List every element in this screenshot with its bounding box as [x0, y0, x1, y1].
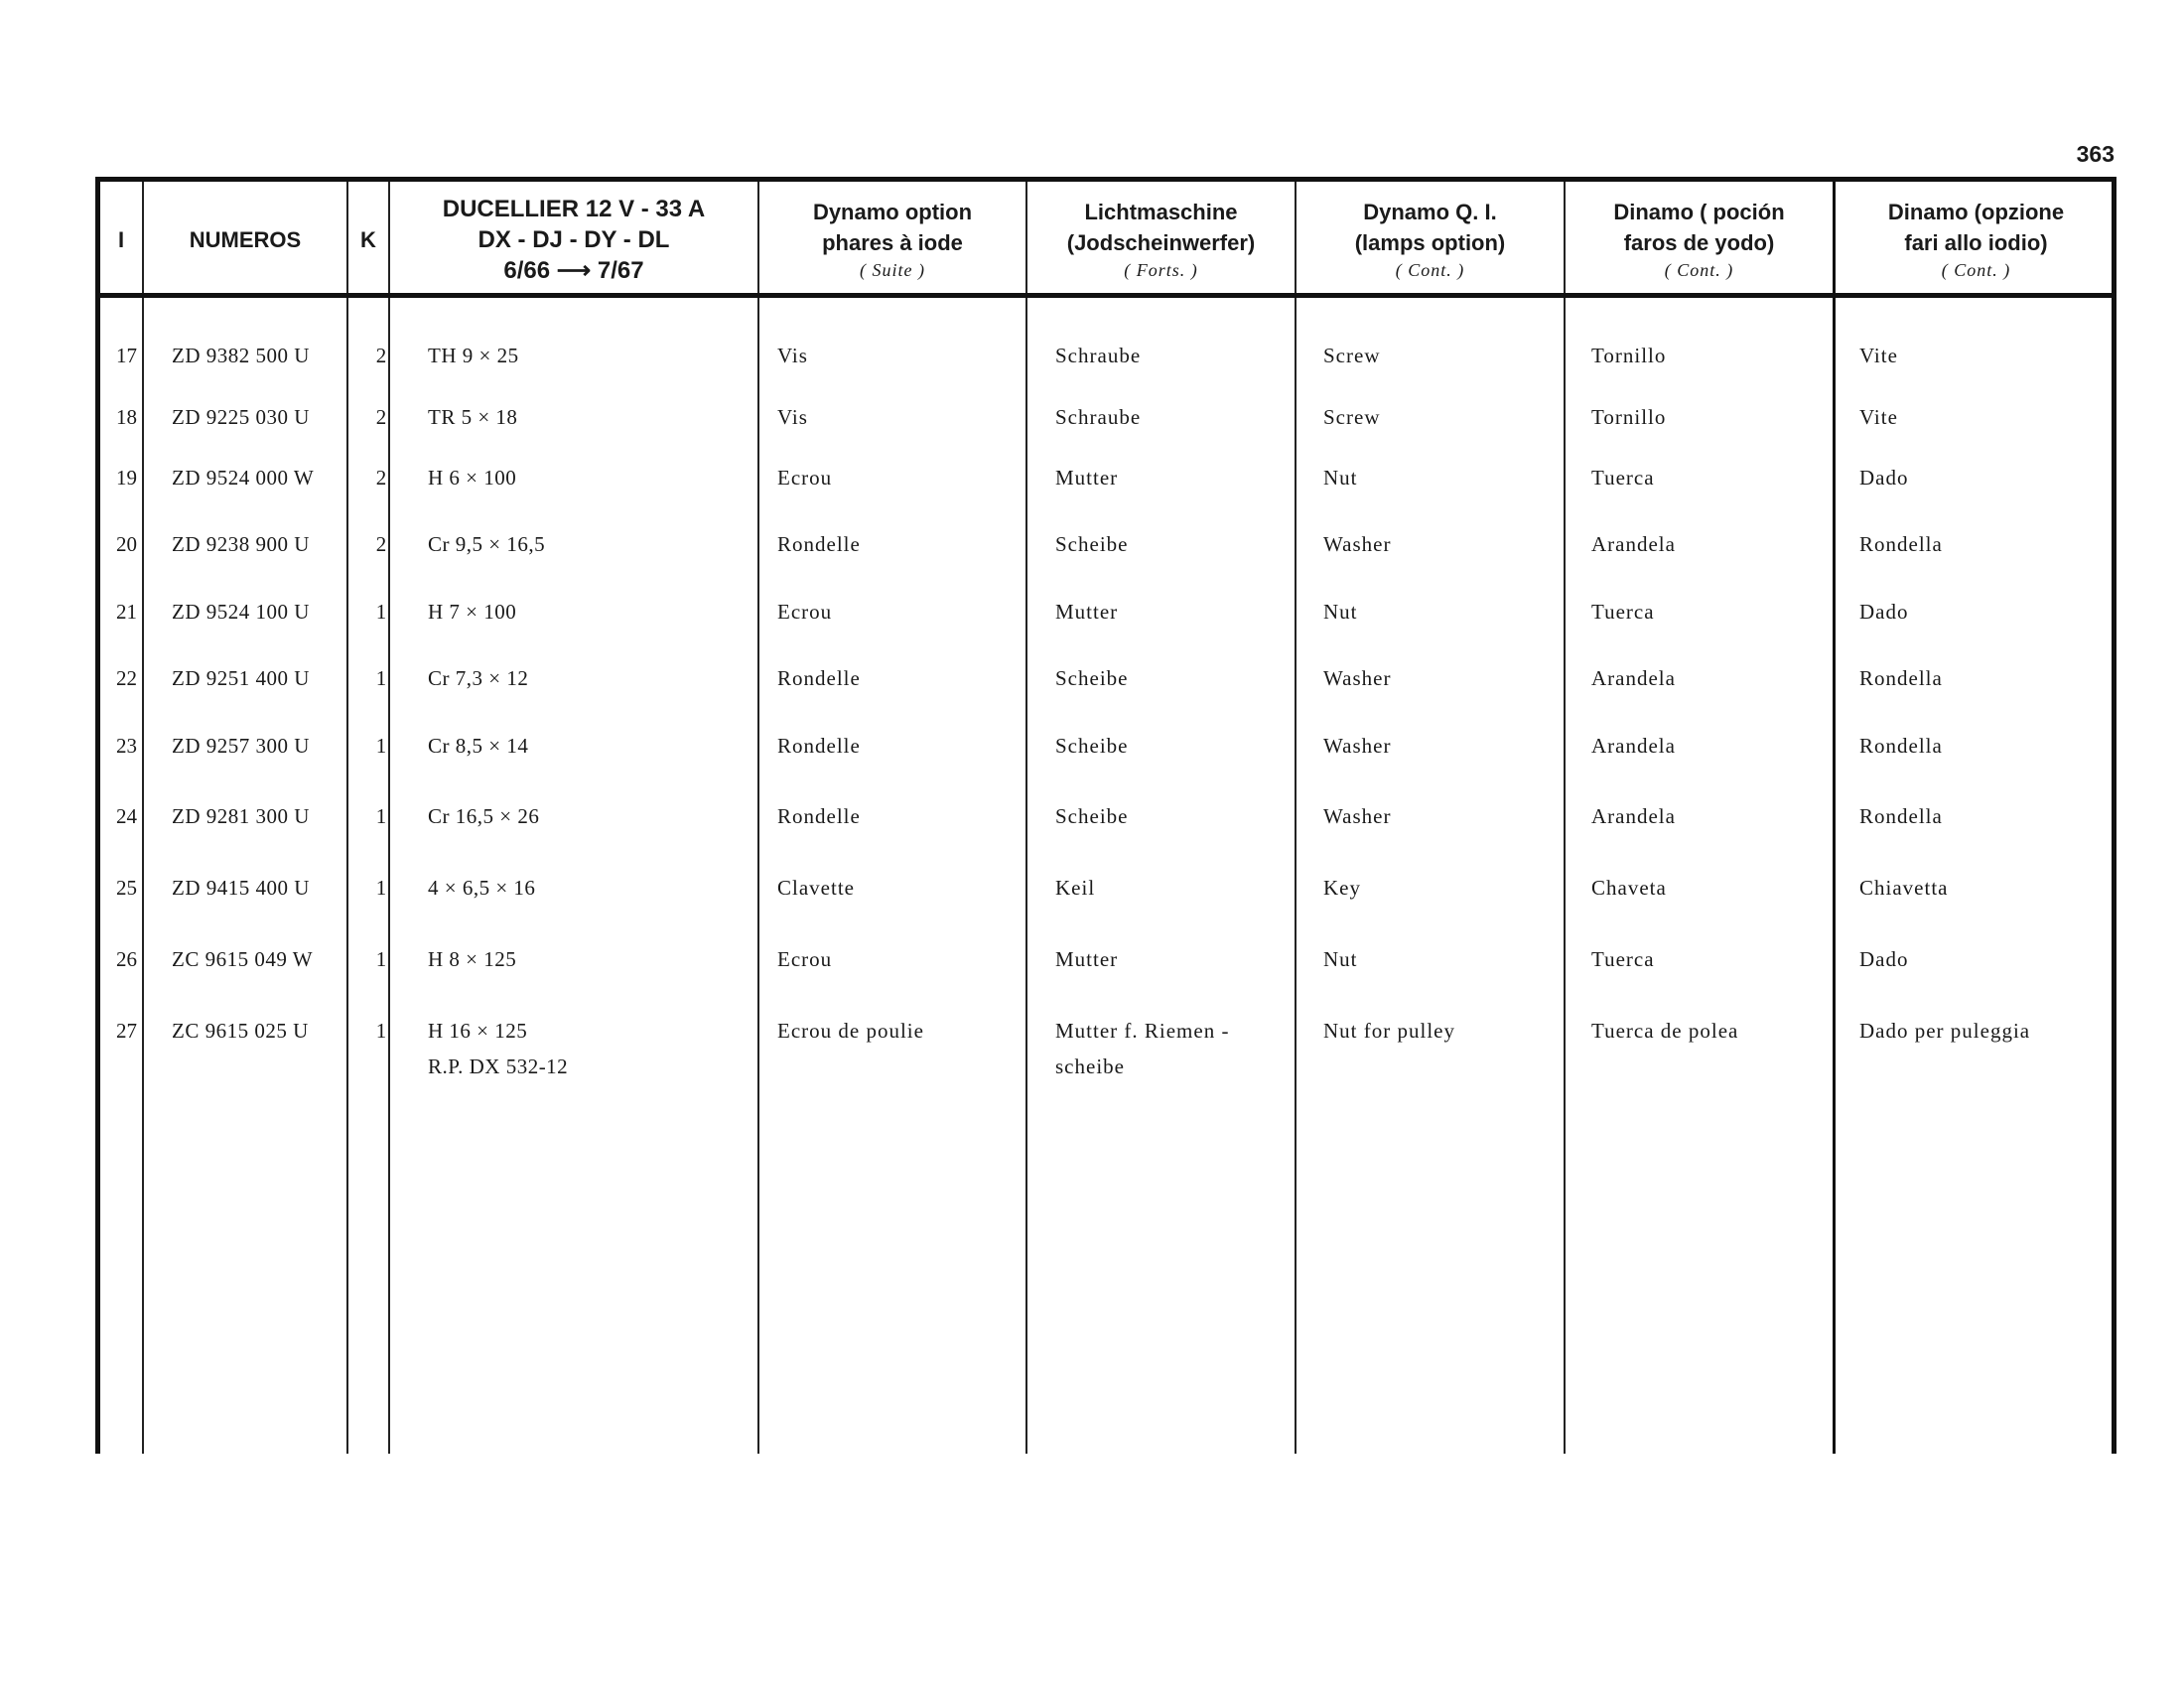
dimension: 4 × 6,5 × 16	[428, 876, 536, 900]
english-name: Nut	[1323, 466, 1358, 490]
german-name-continued: scheibe	[1055, 1055, 1125, 1078]
part-number: ZD 9415 400 U	[172, 876, 310, 900]
dimension: H 7 × 100	[428, 600, 517, 624]
spanish-name: Tuerca	[1591, 600, 1655, 624]
french-name: Ecrou de poulie	[777, 1019, 924, 1043]
part-number: ZC 9615 049 W	[172, 947, 314, 971]
header-english-line: (lamps option)	[1354, 230, 1506, 255]
header-german-note: ( Forts. )	[1124, 260, 1198, 280]
part-number: ZC 9615 025 U	[172, 1019, 309, 1043]
german-name: Schraube	[1055, 344, 1142, 367]
header-french-note: ( Suite )	[860, 260, 925, 280]
part-number: ZD 9238 900 U	[172, 532, 310, 556]
header-model-line: DX - DJ - DY - DL	[478, 225, 670, 253]
german-name: Schraube	[1055, 405, 1142, 429]
quantity: 1	[375, 804, 387, 828]
quantity: 2	[375, 405, 387, 429]
german-name: Scheibe	[1055, 734, 1129, 758]
row-index: 25	[116, 876, 137, 900]
header-german	[1027, 188, 1295, 291]
header-k	[348, 188, 388, 291]
french-name: Vis	[777, 344, 808, 367]
dimension: TH 9 × 25	[428, 344, 519, 367]
english-name: Nut	[1323, 600, 1358, 624]
table-row	[100, 941, 2112, 1001]
italian-name: Rondella	[1859, 666, 1943, 690]
parts-table	[95, 177, 2116, 1454]
table-body	[100, 298, 2112, 1454]
english-name: Washer	[1323, 734, 1392, 758]
row-index: 23	[116, 734, 137, 758]
italian-name: Chiavetta	[1859, 876, 1949, 900]
dimension: Cr 16,5 × 26	[428, 804, 540, 828]
french-name: Rondelle	[777, 666, 861, 690]
table-row	[100, 594, 2112, 653]
header-italian-line: Dinamo (opzione	[1887, 200, 2065, 224]
header-k-label: K	[360, 226, 376, 252]
dimension: Cr 8,5 × 14	[428, 734, 529, 758]
dimension-reference: R.P. DX 532-12	[428, 1055, 569, 1078]
part-number: ZD 9382 500 U	[172, 344, 310, 367]
table-row	[100, 870, 2112, 929]
german-name: Scheibe	[1055, 666, 1129, 690]
row-index: 18	[116, 405, 137, 429]
row-index: 24	[116, 804, 137, 828]
italian-name: Rondella	[1859, 734, 1943, 758]
english-name: Washer	[1323, 532, 1392, 556]
spanish-name: Arandela	[1591, 734, 1676, 758]
part-number: ZD 9281 300 U	[172, 804, 310, 828]
french-name: Rondelle	[777, 804, 861, 828]
table-row	[100, 460, 2112, 519]
row-index: 27	[116, 1019, 137, 1043]
header-italian	[1836, 188, 2116, 291]
quantity: 2	[375, 466, 387, 490]
header-french-line: Dynamo option	[812, 200, 973, 224]
french-name: Rondelle	[777, 532, 861, 556]
italian-name: Dado	[1859, 947, 1909, 971]
table-row	[100, 728, 2112, 787]
french-name: Vis	[777, 405, 808, 429]
header-spanish-note: ( Cont. )	[1664, 260, 1734, 280]
spanish-name: Arandela	[1591, 666, 1676, 690]
german-name: Keil	[1055, 876, 1096, 900]
italian-name: Dado	[1859, 466, 1909, 490]
table-row	[100, 526, 2112, 586]
english-name: Key	[1323, 876, 1361, 900]
header-french	[759, 188, 1025, 291]
dimension: H 6 × 100	[428, 466, 517, 490]
italian-name: Vite	[1859, 344, 1898, 367]
header-english-note: ( Cont. )	[1395, 260, 1465, 280]
dimension: Cr 9,5 × 16,5	[428, 532, 546, 556]
english-name: Screw	[1323, 405, 1381, 429]
part-number: ZD 9251 400 U	[172, 666, 310, 690]
quantity: 1	[375, 947, 387, 971]
italian-name: Dado	[1859, 600, 1909, 624]
english-name: Nut	[1323, 947, 1358, 971]
italian-name: Dado per puleggia	[1859, 1019, 2031, 1043]
header-spanish-line: faros de yodo)	[1623, 230, 1775, 255]
french-name: Ecrou	[777, 947, 833, 971]
english-name: Washer	[1323, 666, 1392, 690]
quantity: 1	[375, 876, 387, 900]
french-name: Clavette	[777, 876, 855, 900]
row-index: 21	[116, 600, 137, 624]
header-numeros-label: NUMEROS	[189, 226, 302, 252]
page-number: 363	[2076, 141, 2115, 167]
header-model-line: 6/66 ⟶ 7/67	[503, 256, 644, 284]
part-number: ZD 9524 100 U	[172, 600, 310, 624]
spanish-name: Arandela	[1591, 532, 1676, 556]
table-row	[100, 399, 2112, 459]
part-number: ZD 9225 030 U	[172, 405, 310, 429]
dimension: TR 5 × 18	[428, 405, 518, 429]
dimension: H 16 × 125	[428, 1019, 528, 1043]
french-name: Ecrou	[777, 600, 833, 624]
italian-name: Rondella	[1859, 804, 1943, 828]
italian-name: Vite	[1859, 405, 1898, 429]
row-index: 26	[116, 947, 137, 971]
header-index	[100, 188, 142, 291]
table-row	[100, 1013, 2112, 1092]
spanish-name: Tuerca de polea	[1591, 1019, 1739, 1043]
header-french-line: phares à iode	[822, 230, 963, 255]
german-name: Mutter	[1055, 947, 1119, 971]
header-spanish-line: Dinamo ( poción	[1613, 200, 1785, 224]
header-english	[1297, 188, 1564, 291]
german-name: Scheibe	[1055, 804, 1129, 828]
english-name: Nut for pulley	[1323, 1019, 1455, 1043]
german-name: Mutter f. Riemen -	[1055, 1019, 1230, 1043]
header-english-line: Dynamo Q. I.	[1363, 200, 1497, 224]
english-name: Washer	[1323, 804, 1392, 828]
header-spanish	[1566, 188, 1833, 291]
header-numeros	[144, 188, 346, 291]
row-index: 20	[116, 532, 137, 556]
header-model	[390, 188, 757, 291]
row-index: 17	[116, 344, 137, 367]
quantity: 2	[375, 532, 387, 556]
italian-name: Rondella	[1859, 532, 1943, 556]
header-italian-note: ( Cont. )	[1941, 260, 2011, 280]
dimension: H 8 × 125	[428, 947, 517, 971]
table-row	[100, 338, 2112, 397]
part-number: ZD 9257 300 U	[172, 734, 310, 758]
table-row	[100, 798, 2112, 858]
german-name: Mutter	[1055, 466, 1119, 490]
quantity: 1	[375, 666, 387, 690]
spanish-name: Chaveta	[1591, 876, 1667, 900]
german-name: Mutter	[1055, 600, 1119, 624]
french-name: Ecrou	[777, 466, 833, 490]
quantity: 1	[375, 734, 387, 758]
spanish-name: Arandela	[1591, 804, 1676, 828]
header-model-line: DUCELLIER 12 V - 33 A	[442, 195, 706, 222]
spanish-name: Tornillo	[1591, 405, 1667, 429]
spanish-name: Tuerca	[1591, 947, 1655, 971]
quantity: 2	[375, 344, 387, 367]
dimension: Cr 7,3 × 12	[428, 666, 529, 690]
spanish-name: Tornillo	[1591, 344, 1667, 367]
header-german-line: (Jodscheinwerfer)	[1066, 230, 1256, 255]
header-italian-line: fari allo iodio)	[1904, 230, 2048, 255]
part-number: ZD 9524 000 W	[172, 466, 315, 490]
french-name: Rondelle	[777, 734, 861, 758]
header-german-line: Lichtmaschine	[1084, 200, 1238, 224]
header-index-label: I	[117, 226, 125, 252]
spanish-name: Tuerca	[1591, 466, 1655, 490]
row-index: 19	[116, 466, 137, 490]
german-name: Scheibe	[1055, 532, 1129, 556]
row-index: 22	[116, 666, 137, 690]
table-row	[100, 660, 2112, 720]
quantity: 1	[375, 600, 387, 624]
english-name: Screw	[1323, 344, 1381, 367]
quantity: 1	[375, 1019, 387, 1043]
